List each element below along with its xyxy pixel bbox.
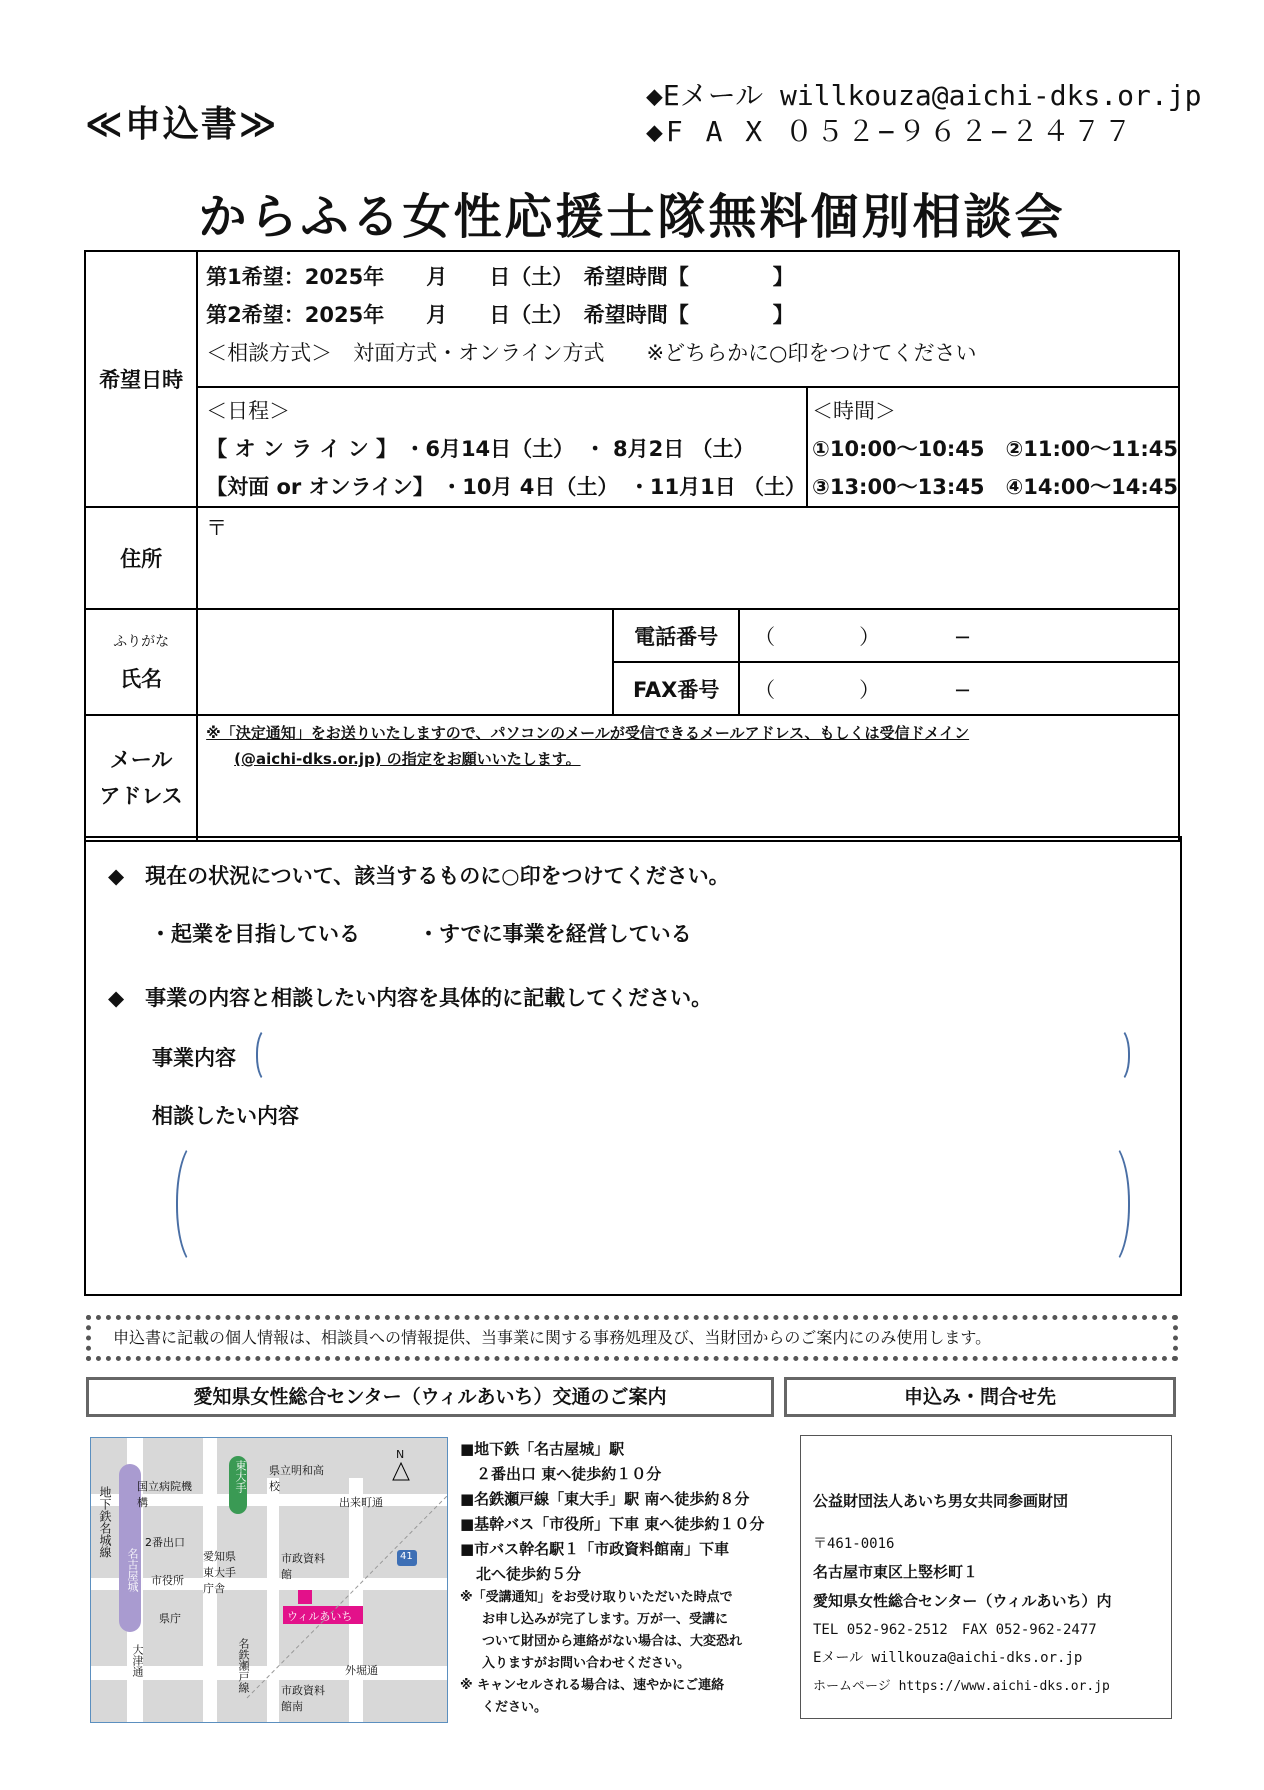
- business-label: 事業内容: [152, 1046, 236, 1070]
- time-row-2: ③13:00〜13:45 ④14:00〜14:45: [812, 475, 1178, 499]
- org-tel-fax: TEL 052-962-2512 FAX 052-962-2477: [813, 1622, 1097, 1638]
- fax-field[interactable]: （ ） −: [754, 677, 972, 702]
- map-demachi-label: 出来町通: [339, 1496, 383, 1509]
- question-1: ◆ 現在の状況について、該当するものに○印をつけてください。: [108, 864, 730, 888]
- fax-label: FAX番号: [613, 662, 739, 714]
- access-note-6: ください。: [482, 1700, 548, 1715]
- name-phone-cell: [197, 609, 1179, 715]
- route-41-label: 41: [400, 1551, 413, 1562]
- address-label: 住所: [85, 507, 197, 609]
- mail-note-2: (@aichi-dks.or.jp) の指定をお願いいたします。: [234, 750, 581, 768]
- map-cityhall-label: 市役所: [151, 1574, 184, 1587]
- fax-line: ◆F A X ０５２−９６２−２４７７: [646, 115, 1135, 148]
- access-map: [90, 1437, 448, 1723]
- map-subway-label: 地下鉄名城線: [98, 1486, 112, 1558]
- access-info: [460, 1437, 764, 1719]
- preference-1[interactable]: 第1希望：2025年 月 日（土） 希望時間【 】: [206, 265, 794, 289]
- consult-field[interactable]: [176, 1140, 1130, 1268]
- date-preferences[interactable]: [197, 251, 1179, 387]
- time-heading: ＜時間＞: [812, 399, 897, 423]
- schedule-cell: [197, 387, 807, 507]
- map-pref-bldg-label: 愛知県東大手庁舎: [203, 1550, 236, 1595]
- map-seto-label: 名鉄瀬戸線: [237, 1638, 250, 1693]
- schedule-row-2: 【対面 or オンライン】 ・10月 4日（土） ・11月1日 （土）: [206, 475, 807, 499]
- schedule-heading: ＜日程＞: [206, 399, 291, 423]
- postal-mark: 〒: [206, 516, 228, 540]
- address-field[interactable]: [197, 507, 1179, 609]
- access-note-3: ついて財団から連絡がない場合は、大変恐れ: [482, 1634, 743, 1649]
- map-sotobori-label: 外堀通: [345, 1664, 378, 1677]
- question-2: ◆ 事業の内容と相談したい内容を具体的に記載してください。: [108, 986, 713, 1010]
- form-label: ≪申込書≫: [85, 104, 279, 145]
- schedule-row-1: 【 オ ン ラ イ ン 】 ・6月14日（土） ・ 8月2日 （土）: [206, 437, 755, 461]
- access-note-1: ※「受講通知」をお受け取りいただいた時点で: [460, 1590, 733, 1605]
- map-archives-label: 市政資料館: [281, 1552, 325, 1581]
- map-hospital-label: 国立病院機構: [137, 1480, 192, 1509]
- access-note-4: 入りますがお問い合わせください。: [482, 1656, 691, 1671]
- time-row-1: ①10:00〜10:45 ②11:00〜11:45: [812, 437, 1178, 461]
- email-line: ◆Eメール willkouza@aichi-dks.or.jp: [646, 79, 1202, 112]
- option-startup[interactable]: ・起業を目指している: [150, 922, 360, 946]
- date-label: 希望日時: [85, 251, 197, 507]
- map-otsu-label: 大津通: [131, 1644, 144, 1677]
- org-address-2: 愛知県女性総合センター（ウィルあいち）内: [813, 1592, 1112, 1610]
- contact-box: [800, 1435, 1172, 1719]
- access-line-5: ■市バス幹名駅１「市政資料館南」下車: [460, 1540, 730, 1558]
- access-line-4: ■基幹バス「市役所」下車 東へ徒歩約１０分: [460, 1515, 765, 1533]
- phone-field[interactable]: （ ） −: [739, 610, 1178, 662]
- map-meijojo-label: 名古屋城: [126, 1548, 139, 1592]
- privacy-notice: 申込書に記載の個人情報は、相談員への情報提供、当事業に関する事務処理及び、当財団からのご案内にのみ使用します。: [86, 1315, 1178, 1361]
- contact-title: 申込み・問合せ先: [784, 1377, 1176, 1417]
- org-email[interactable]: Eメール willkouza@aichi-dks.or.jp: [813, 1650, 1083, 1666]
- mail-label-cell: [85, 715, 197, 841]
- furigana-label: ふりがな: [113, 634, 170, 650]
- phone-label: 電話番号: [613, 610, 739, 662]
- mail-note-1: ※「決定通知」をお送りいたしますので、パソコンのメールが受信できるメールアドレス、もしくは受信ドメイン: [206, 724, 970, 742]
- consult-method[interactable]: ＜相談方式＞ 対面方式・オンライン方式 ※どちらかに○印をつけてください: [206, 341, 977, 365]
- access-title: 愛知県女性総合センター（ウィルあいち）交通のご案内: [86, 1377, 774, 1417]
- org-address-1: 名古屋市東区上竪杉町１: [813, 1563, 979, 1581]
- page-title: からふる女性応援士隊無料個別相談会: [198, 189, 1066, 245]
- consult-label: 相談したい内容: [152, 1104, 299, 1128]
- access-line-6: 北へ徒歩約５分: [476, 1565, 582, 1583]
- org-name: 公益財団法人あいち男女共同参画財団: [813, 1492, 1069, 1510]
- mail-label-2: アドレス: [99, 784, 183, 808]
- preference-2[interactable]: 第2希望：2025年 月 日（土） 希望時間【 】: [206, 303, 794, 327]
- access-line-2: ２番出口 東へ徒歩約１０分: [476, 1465, 662, 1483]
- business-field[interactable]: [256, 1027, 1130, 1083]
- org-website[interactable]: ホームページ https://www.aichi-dks.or.jp: [813, 1679, 1110, 1694]
- mail-field[interactable]: [197, 715, 1179, 841]
- map-archives-south-label: 市政資料館南: [281, 1684, 325, 1713]
- map-higashiote-label: 東大手: [234, 1460, 247, 1493]
- mail-label-1: メール: [109, 748, 173, 772]
- time-cell: [807, 387, 1179, 507]
- access-note-2: お申し込みが完了します。万が一、受講に: [482, 1612, 728, 1627]
- map-exit2-label: 2番出口: [145, 1536, 185, 1549]
- name-field[interactable]: [198, 610, 613, 714]
- map-pref-label: 県庁: [159, 1612, 181, 1625]
- name-label-cell: [85, 609, 197, 715]
- org-postal: 〒461-0016: [813, 1536, 895, 1552]
- application-form: [84, 250, 1180, 842]
- name-label: 氏名: [120, 667, 163, 691]
- access-line-1: ■地下鉄「名古屋城」駅: [460, 1440, 625, 1458]
- access-note-5: ※ キャンセルされる場合は、速やかにご連絡: [460, 1678, 725, 1693]
- option-running[interactable]: ・すでに事業を経営している: [418, 922, 692, 946]
- map-meiwa-label: 県立明和高校: [269, 1464, 324, 1493]
- access-line-3: ■名鉄瀬戸線「東大手」駅 南へ徒歩約８分: [460, 1490, 750, 1508]
- north-icon: N: [396, 1448, 405, 1461]
- will-aichi-label: ウィルあいち: [287, 1610, 353, 1623]
